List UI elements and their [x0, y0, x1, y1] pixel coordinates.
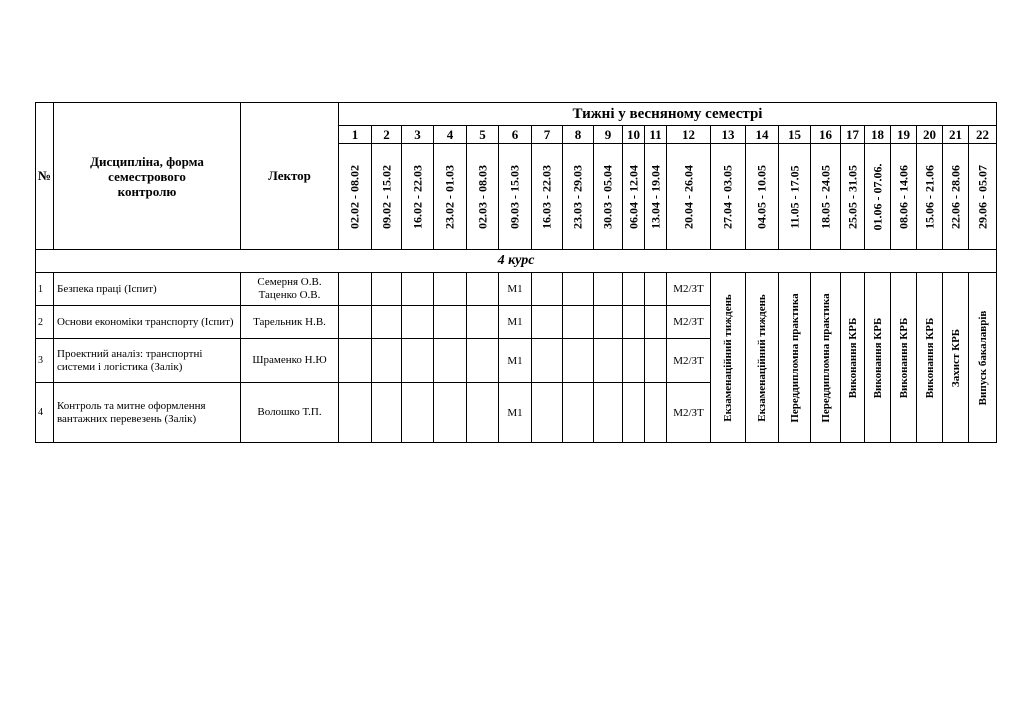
- week-date: 23.03 - 29.03: [570, 164, 585, 229]
- week-cell: [402, 339, 434, 383]
- week-date: 16.02 - 22.03: [410, 164, 424, 229]
- week-date-cell: [467, 144, 499, 250]
- header-discipline-line: Дисципліна, форма: [90, 153, 204, 169]
- week-date-cell: [746, 144, 779, 250]
- week-cell: [594, 306, 623, 339]
- week-cell: [402, 383, 434, 443]
- week-date: 09.02 - 15.02: [379, 164, 393, 229]
- week-cell: [623, 306, 645, 339]
- week-date-cell: [811, 144, 841, 250]
- week-number: 22: [969, 126, 997, 144]
- week-date: 30.03 - 05.04: [600, 164, 615, 229]
- header-weeks-title: Тижні у весняному семестрі: [339, 103, 997, 126]
- week-number: 10: [623, 126, 645, 144]
- week-cell: [645, 339, 667, 383]
- week-date-cell: [532, 144, 563, 250]
- week-cell: [645, 306, 667, 339]
- header-lecturer: Лектор: [241, 103, 339, 250]
- week-date-cell: [917, 144, 943, 250]
- row-discipline: Безпека праці (Іспит): [54, 273, 241, 306]
- week-number: 17: [841, 126, 865, 144]
- week-cell: [645, 383, 667, 443]
- activity-label: Екзаменаційний тиждень: [756, 293, 768, 422]
- week-date-cell: [499, 144, 532, 250]
- week-date-cell: [865, 144, 891, 250]
- week-cell: [339, 306, 372, 339]
- activity-cell: [711, 273, 746, 443]
- row-lecturer: Тарельник Н.В.: [241, 306, 339, 339]
- week-cell: [372, 306, 402, 339]
- week-date: 25.05 - 31.05: [845, 164, 859, 229]
- week-cell: [339, 339, 372, 383]
- week-date-cell: [623, 144, 645, 250]
- week-number: 16: [811, 126, 841, 144]
- week-cell: [402, 273, 434, 306]
- week-cell: [563, 306, 594, 339]
- week-number: 20: [917, 126, 943, 144]
- row-discipline: Контроль та митне оформлення вантажних перевезень (Залік): [54, 383, 241, 443]
- week-date-cell: [841, 144, 865, 250]
- week-number: 8: [563, 126, 594, 144]
- header-discipline-line: семестрового: [108, 168, 186, 184]
- week-date-cell: [402, 144, 434, 250]
- activity-label: Екзаменаційний тиждень: [722, 293, 734, 422]
- module-mark: М1: [499, 339, 532, 383]
- week-number: 13: [711, 126, 746, 144]
- week-number: 2: [372, 126, 402, 144]
- activity-label: Виконання КРБ: [871, 317, 884, 398]
- week-number: 21: [943, 126, 969, 144]
- week-cell: [467, 383, 499, 443]
- week-number: 14: [746, 126, 779, 144]
- week-date-cell: [711, 144, 746, 250]
- module-mark: М2/ЗТ: [667, 339, 711, 383]
- week-date: 01.06 - 07.06.: [870, 163, 884, 230]
- week-date: 16.03 - 22.03: [539, 164, 554, 229]
- schedule-table: [35, 102, 997, 443]
- course-label: 4 курс: [36, 250, 997, 273]
- course-row: [36, 250, 997, 273]
- week-number: 5: [467, 126, 499, 144]
- week-cell: [594, 383, 623, 443]
- row-discipline: Проектний аналіз: транспортні системи і логістика (Залік): [54, 339, 241, 383]
- week-date: 29.06 - 05.07: [975, 164, 989, 229]
- module-mark: М1: [499, 273, 532, 306]
- week-cell: [467, 273, 499, 306]
- activity-label: Випуск бакалаврів: [976, 310, 989, 405]
- activity-cell: [865, 273, 891, 443]
- week-date: 04.05 - 10.05: [754, 164, 769, 229]
- week-date: 23.02 - 01.03: [442, 164, 457, 229]
- row-lecturer: Семерня О.В. Таценко О.В.: [241, 273, 339, 306]
- week-date: 18.05 - 24.05: [818, 164, 832, 229]
- week-cell: [623, 383, 645, 443]
- activity-label: Виконання КРБ: [923, 317, 936, 398]
- activity-cell: [779, 273, 811, 443]
- header-number: №: [36, 103, 54, 250]
- week-cell: [372, 339, 402, 383]
- week-cell: [563, 383, 594, 443]
- week-cell: [594, 273, 623, 306]
- week-cell: [532, 383, 563, 443]
- week-cell: [339, 383, 372, 443]
- week-date-cell: [645, 144, 667, 250]
- row-number: 3: [36, 339, 54, 383]
- week-cell: [594, 339, 623, 383]
- header-discipline: [54, 103, 241, 250]
- week-number: 11: [645, 126, 667, 144]
- week-date: 09.03 - 15.03: [507, 164, 522, 229]
- activity-label: Захист КРБ: [949, 328, 962, 387]
- activity-cell: [746, 273, 779, 443]
- week-cell: [434, 306, 467, 339]
- week-number: 12: [667, 126, 711, 144]
- week-date: 02.03 - 08.03: [475, 164, 489, 229]
- week-cell: [339, 273, 372, 306]
- activity-label: Переддипломна практика: [819, 292, 832, 423]
- week-date-cell: [434, 144, 467, 250]
- row-number: 4: [36, 383, 54, 443]
- week-date: 27.04 - 03.05: [720, 164, 735, 229]
- week-date: 08.06 - 14.06: [896, 164, 910, 229]
- activity-cell: [917, 273, 943, 443]
- week-date: 13.04 - 19.04: [648, 164, 662, 229]
- week-cell: [467, 306, 499, 339]
- module-mark: М1: [499, 383, 532, 443]
- week-cell: [434, 339, 467, 383]
- week-cell: [372, 383, 402, 443]
- week-cell: [645, 273, 667, 306]
- week-cell: [623, 273, 645, 306]
- week-date: 20.04 - 26.04: [681, 164, 695, 229]
- week-date-cell: [779, 144, 811, 250]
- week-number: 19: [891, 126, 917, 144]
- week-cell: [434, 273, 467, 306]
- week-cell: [467, 339, 499, 383]
- activity-cell: [841, 273, 865, 443]
- row-number: 1: [36, 273, 54, 306]
- row-discipline: Основи економіки транспорту (Іспит): [54, 306, 241, 339]
- week-cell: [434, 383, 467, 443]
- week-cell: [623, 339, 645, 383]
- activity-cell: [943, 273, 969, 443]
- module-mark: М2/ЗТ: [667, 306, 711, 339]
- week-date-cell: [667, 144, 711, 250]
- week-cell: [532, 339, 563, 383]
- header-discipline-line: контролю: [117, 183, 177, 199]
- week-cell: [563, 339, 594, 383]
- week-cell: [563, 273, 594, 306]
- week-date-cell: [943, 144, 969, 250]
- week-number: 18: [865, 126, 891, 144]
- activity-label: Виконання КРБ: [846, 317, 859, 398]
- activity-label: Переддипломна практика: [788, 292, 801, 423]
- module-mark: М1: [499, 306, 532, 339]
- week-number: 9: [594, 126, 623, 144]
- week-number: 15: [779, 126, 811, 144]
- module-mark: М2/ЗТ: [667, 383, 711, 443]
- week-date-cell: [594, 144, 623, 250]
- week-date: 11.05 - 17.05: [787, 164, 801, 229]
- week-number: 3: [402, 126, 434, 144]
- week-cell: [372, 273, 402, 306]
- week-date-cell: [969, 144, 997, 250]
- week-date: 15.06 - 21.06: [922, 164, 936, 229]
- week-date-cell: [339, 144, 372, 250]
- activity-label: Виконання КРБ: [897, 317, 910, 398]
- week-date: 02.02 - 08.02: [347, 164, 362, 229]
- row-lecturer: Волошко Т.П.: [241, 383, 339, 443]
- week-cell: [532, 273, 563, 306]
- week-number: 7: [532, 126, 563, 144]
- module-mark: М2/ЗТ: [667, 273, 711, 306]
- activity-cell: [891, 273, 917, 443]
- week-number: 1: [339, 126, 372, 144]
- row-lecturer: Шраменко Н.Ю: [241, 339, 339, 383]
- week-number: 4: [434, 126, 467, 144]
- week-cell: [532, 306, 563, 339]
- week-date-cell: [891, 144, 917, 250]
- week-number: 6: [499, 126, 532, 144]
- week-date-cell: [372, 144, 402, 250]
- activity-cell: [811, 273, 841, 443]
- table-row: [36, 273, 997, 306]
- activity-cell: [969, 273, 997, 443]
- week-date: 22.06 - 28.06: [948, 164, 962, 229]
- row-number: 2: [36, 306, 54, 339]
- week-cell: [402, 306, 434, 339]
- week-date-cell: [563, 144, 594, 250]
- header-row-title: [36, 103, 997, 126]
- week-date: 06.04 - 12.04: [626, 164, 640, 229]
